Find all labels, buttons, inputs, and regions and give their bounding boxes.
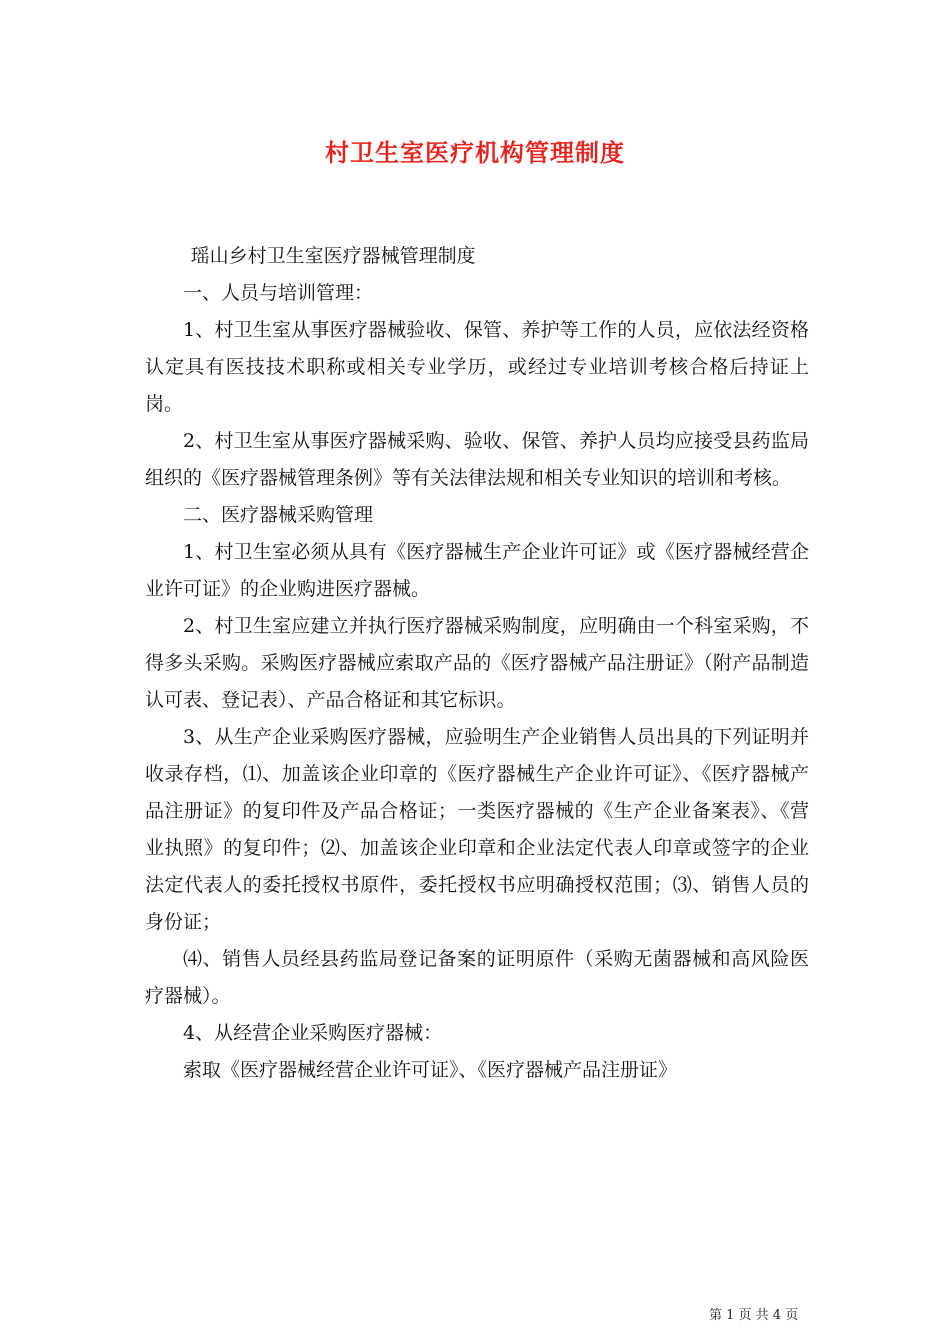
paragraph-section-1-heading: 一、人员与培训管理：	[183, 282, 374, 304]
paragraph-subtitle: 瑶山乡村卫生室医疗器械管理制度	[190, 245, 476, 267]
paragraph-2-3-item-4: ⑷、销售人员经县药监局登记备案的证明原件（采购无菌器械和高风险医疗器械）。	[145, 948, 809, 1007]
document-title: 村卫生室医疗机构管理制度	[325, 138, 625, 167]
paragraph-1-1: 1、村卫生室从事医疗器械验收、保管、养护等工作的人员，应依法经资格认定具有医技技术职称或相关专业学历，或经过专业培训考核合格后持证上岗。	[145, 319, 809, 415]
paragraph-2-4: 4、从经营企业采购医疗器械：	[183, 1022, 443, 1044]
paragraph-section-2-heading: 二、医疗器械采购管理	[183, 504, 374, 526]
paragraph-2-3: 3、从生产企业采购医疗器械，应验明生产企业销售人员出具的下列证明并收录存档，⑴、加盖该企业印章的《医疗器械生产企业许可证》、《医疗器械产品注册证》的复印件及产品合格证；一类医疗器械的《生产企业备案表》、《营业执照》的复印件；⑵、加盖该企业印章和企业法定代表人印章或签字的企业法定代表人的委托授权书原件，委托授权书应明确授权范围；⑶、销售人员的身份证；	[145, 726, 809, 933]
page-number-footer: 第 1 页 共 4 页	[709, 1308, 799, 1323]
paragraph-2-1: 1、村卫生室必须从具有《医疗器械生产企业许可证》或《医疗器械经营企业许可证》的企业购进医疗器械。	[145, 541, 809, 600]
paragraph-2-4-detail: 索取《医疗器械经营企业许可证》、《医疗器械产品注册证》	[183, 1059, 678, 1081]
document-body	[145, 238, 809, 1089]
paragraph-2-2: 2、村卫生室应建立并执行医疗器械采购制度，应明确由一个科室采购，不得多头采购。采购医疗器械应索取产品的《医疗器械产品注册证》（附产品制造认可表、登记表）、产品合格证和其它标识。	[145, 615, 809, 711]
paragraph-1-2: 2、村卫生室从事医疗器械采购、验收、保管、养护人员均应接受县药监局组织的《医疗器械管理条例》等有关法律法规和相关专业知识的培训和考核。	[145, 430, 809, 489]
